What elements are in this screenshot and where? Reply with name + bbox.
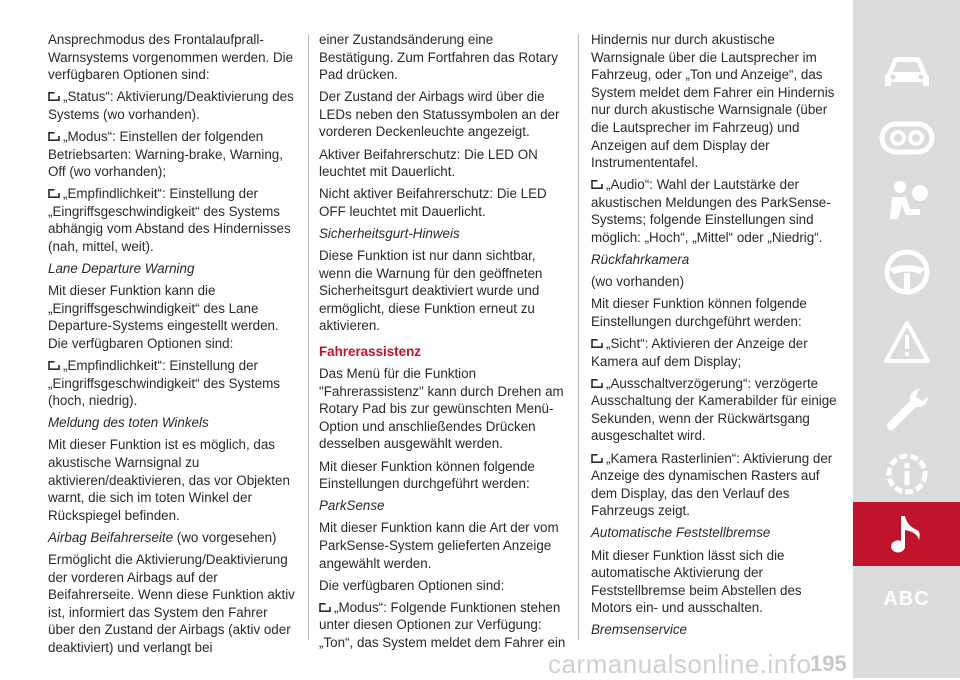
paragraph: Aktiver Beifahrerschutz: Die LED ON leuchtet mit Dauerlicht. bbox=[319, 146, 538, 180]
bullet-icon bbox=[591, 180, 603, 189]
subsection-title-text: Airbag Beifahrerseite bbox=[48, 529, 174, 545]
bullet-text: „Modus“: Einstellen der folgenden Betriebsarten: Warning-brake, Warning, Off (wo vorhanden); bbox=[48, 128, 283, 180]
bullet-icon bbox=[591, 454, 603, 463]
subsection-title: Sicherheitsgurt-Hinweis bbox=[319, 225, 460, 241]
paragraph: Mit dieser Funktion kann die „Eingriffsgeschwindigkeit“ des Lane Departure-Systems eingestellt werden. Die verfügbaren Optionen sind: bbox=[48, 283, 279, 351]
car-outline-icon[interactable] bbox=[853, 42, 960, 102]
bullet-icon bbox=[48, 189, 60, 198]
bullet-item bbox=[48, 185, 298, 255]
bullet-text: „Status“: Aktivierung/Deaktivierung des Systems (wo vorhanden). bbox=[48, 89, 294, 122]
bullet-item bbox=[48, 128, 298, 181]
bullet-item bbox=[48, 357, 298, 410]
text-column-1 bbox=[48, 31, 298, 661]
paragraph: Nicht aktiver Beifahrerschutz: Die LED OFF leuchtet mit Dauerlicht. bbox=[319, 186, 547, 219]
subsection-title: Rückfahrkamera bbox=[591, 252, 690, 268]
subsection-title-note: (wo vorgesehen) bbox=[173, 529, 277, 545]
bullet-item bbox=[48, 88, 298, 123]
paragraph: (wo vorhanden) bbox=[591, 274, 685, 290]
info-gear-icon[interactable] bbox=[853, 444, 960, 504]
bullet-item bbox=[591, 176, 841, 246]
bullet-item bbox=[591, 335, 841, 370]
subsection-title bbox=[48, 529, 298, 547]
abc-label: ABC bbox=[883, 587, 930, 610]
paragraph: Ansprechmodus des Frontalaufprall-Warnsystems vorgenommen werden. Die verfügbaren Optionen sind: bbox=[48, 32, 294, 83]
bullet-icon bbox=[591, 379, 603, 388]
page-number: 195 bbox=[810, 651, 847, 676]
abc-index-tab[interactable] bbox=[853, 584, 960, 614]
steering-wheel-icon[interactable] bbox=[853, 240, 960, 304]
chapter-sidebar bbox=[853, 0, 960, 678]
bullet-icon bbox=[48, 92, 60, 101]
column-divider bbox=[578, 34, 579, 640]
text-column-2 bbox=[319, 31, 566, 656]
bullet-text: „Empfindlichkeit“: Einstellung der „Eingriffsgeschwindigkeit“ des Systems abhängig vom Abstand des Hindernisses (nah, mittel, weit). bbox=[48, 186, 291, 255]
column-divider bbox=[308, 34, 309, 640]
paragraph: Mit dieser Funktion lässt sich die automatische Aktivierung der Feststellbremse beim Abstellen des Motors ein- und ausschalten. bbox=[591, 547, 802, 616]
paragraph: einer Zustandsänderung eine Bestätigung. Zum Fortfahren das Rotary Pad drücken. bbox=[319, 32, 558, 83]
watermark: carmanualsonline.info bbox=[548, 649, 812, 679]
bullet-text: „Modus“: Folgende Funktionen stehen unter diesen Optionen zur Verfügung: „Ton“, das System meldet dem Fahrer ein bbox=[319, 599, 566, 650]
text-column-3 bbox=[591, 31, 841, 644]
subsection-title: Bremsenservice bbox=[591, 622, 687, 638]
bullet-text: „Ausschaltverzögerung“: verzögerte Ausschaltung der Kamerabilder für einige Sekunden, wenn der Rückwärtsgang ausgeschaltet wird. bbox=[591, 375, 837, 444]
bullet-text: „Sicht“: Aktivieren der Anzeige der Kamera auf dem Display; bbox=[591, 336, 808, 369]
bullet-text: „Kamera Rasterlinien“: Aktivierung der Anzeige des dynamischen Rasters auf dem Display, das den Verlauf des Fahrzeugs zeigt. bbox=[591, 450, 833, 519]
paragraph: Mit dieser Funktion ist es möglich, das akustische Warnsignal zu aktivieren/deaktivieren, das vor Objekten warnt, die sich im toten Winkel der Rückspiegel befinden. bbox=[48, 437, 290, 523]
paragraph: Mit dieser Funktion können folgende Einstellungen durchgeführt werden: bbox=[591, 296, 807, 329]
bullet-icon bbox=[48, 132, 60, 141]
paragraph: Ermöglicht die Aktivierung/Deaktivierung der vorderen Airbags auf der Beifahrerseite. Wenn diese Funktion aktiv ist, informiert das System den Fahrer über den Zustand der Airbags (aktiv oder deaktiviert) und verlangt bei bbox=[48, 552, 295, 655]
bullet-item bbox=[591, 450, 841, 520]
subsection-title: ParkSense bbox=[319, 498, 385, 514]
bullet-icon bbox=[319, 603, 331, 612]
bullet-item bbox=[319, 599, 566, 652]
paragraph: Das Menü für die Funktion "Fahrerassistenz" kann durch Drehen am Rotary Pad bis zur gewünschten Menü-Option und anschließendes Drücken desselben ausgewählt werden. bbox=[319, 366, 564, 452]
paragraph: Mit dieser Funktion können folgende Einstellungen durchgeführt werden: bbox=[319, 458, 535, 492]
subsection-title: Lane Departure Warning bbox=[48, 261, 195, 277]
bullet-icon bbox=[591, 339, 603, 348]
bullet-text: „Empfindlichkeit“: Einstellung der „Eingriffsgeschwindigkeit“ des Systems (hoch, niedrig). bbox=[48, 358, 280, 409]
bullet-item bbox=[591, 375, 841, 445]
paragraph: Diese Funktion ist nur dann sichtbar, wenn die Warnung für den geöffneten Sicherheitsgurt deaktiviert wurde und ermöglicht, diese Funktion erneut zu aktivieren. bbox=[319, 248, 543, 334]
music-note-icon[interactable] bbox=[853, 502, 960, 566]
wrench-icon[interactable] bbox=[853, 378, 960, 442]
paragraph: Die verfügbaren Optionen sind: bbox=[319, 577, 505, 593]
dashboard-gauges-icon[interactable] bbox=[853, 108, 960, 168]
subsection-title: Meldung des toten Winkels bbox=[48, 415, 209, 431]
paragraph: Hindernis nur durch akustische Warnsignale über die Lautsprecher im Fahrzeug, oder „Ton und Anzeige“, das System meldet dem Fahrer ein Hindernis nur durch akustische Warnsignale (über die Lautsprecher im Fahrzeug) und Anzeigen auf dem Display der Instrumententafel. bbox=[591, 32, 835, 171]
bullet-text: „Audio“: Wahl der Lautstärke der akustischen Meldungen des ParkSense-Systems; folgende Einstellungen sind möglich: „Hoch“, „Mittel“ oder „Niedrig“. bbox=[591, 177, 831, 246]
bullet-icon bbox=[48, 361, 60, 370]
subsection-title: Automatische Feststellbremse bbox=[591, 525, 771, 541]
warning-triangle-icon[interactable] bbox=[853, 310, 960, 374]
paragraph: Mit dieser Funktion kann die Art der vom ParkSense-System gelieferten Anzeige angewählt werden. bbox=[319, 520, 559, 571]
paragraph: Der Zustand der Airbags wird über die LEDs neben den Statussymbolen an der vorderen Deckenleuchte angezeigt. bbox=[319, 89, 560, 140]
section-heading: Fahrerassistenz bbox=[319, 344, 421, 359]
airbag-passenger-icon[interactable] bbox=[853, 172, 960, 236]
